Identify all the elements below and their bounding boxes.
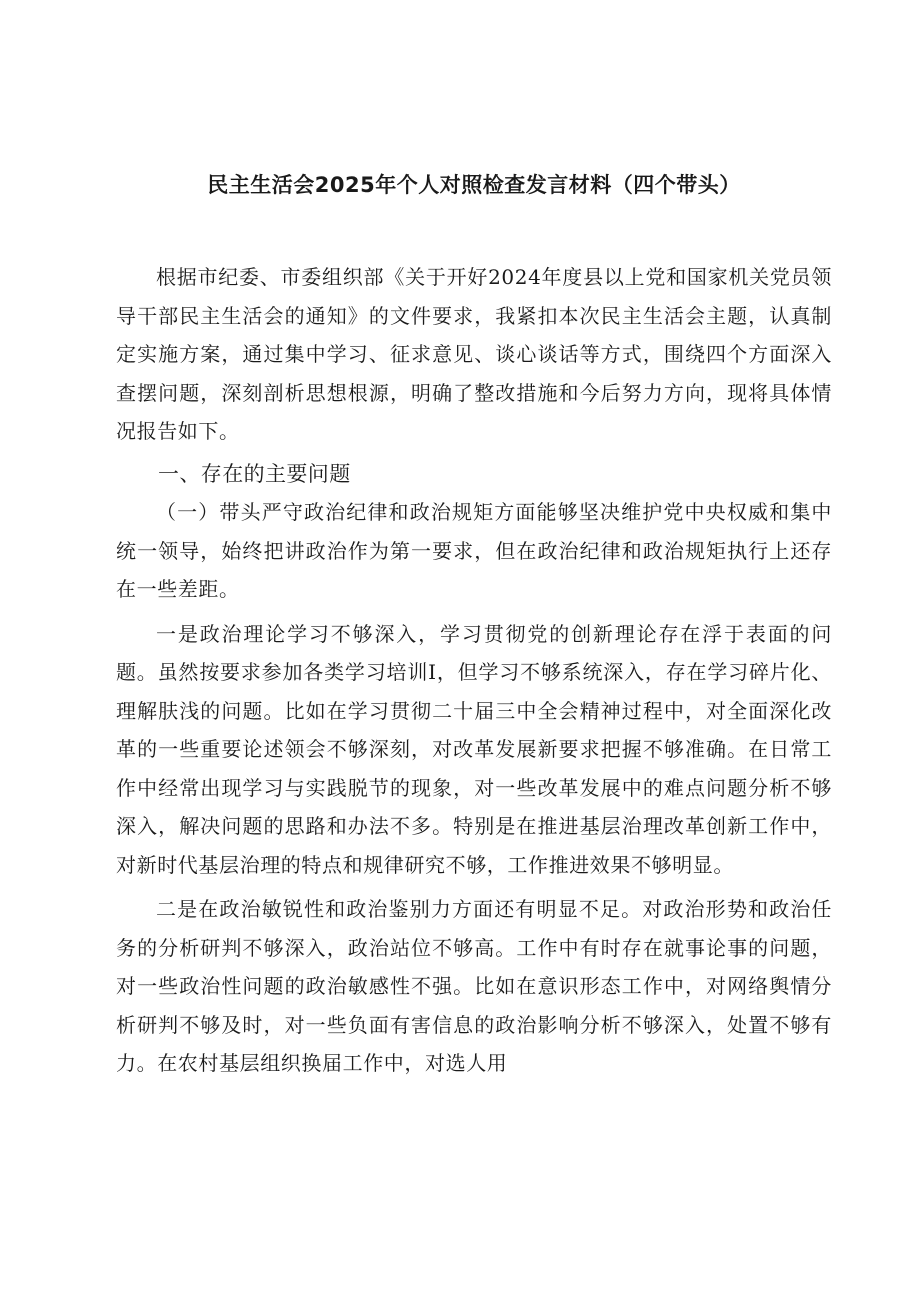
intro-paragraph: 根据市纪委、市委组织部《关于开好2024年度县以上党和国家机关党员领导干部民主生活会的通知》的文件要求，我紧扣本次民主生活会主题，认真制定实施方案，通过集中学习、征求意见、谈心谈话等方式，围绕四个方面深入查摆问题，深刻剖析思想根源，明确了整改措施和今后努力方向，现将具体情况报告如下。 xyxy=(116,265,832,443)
section-heading-problems: 一、存在的主要问题 xyxy=(158,461,351,486)
document-title: 民主生活会2025年个人对照检查发言材料（四个带头） xyxy=(207,173,741,197)
point-paragraph-2: 二是在政治敏锐性和政治鉴别力方面还有明显不足。对政治形势和政治任务的分析研判不够深入，政治站位不够高。工作中有时存在就事论事的问题，对一些政治性问题的政治敏感性不强。比如在意识形态工作中，对网络舆情分析研判不够及时，对一些负面有害信息的政治影响分析不够深入，处置不够有力。在农村基层组织换届工作中，对选人用 xyxy=(116,897,832,1075)
point-paragraph-1: 一是政治理论学习不够深入，学习贯彻党的创新理论存在浮于表面的问题。虽然按要求参加各类学习培训I，但学习不够系统深入，存在学习碎片化、理解肤浅的问题。比如在学习贯彻二十届三中全会精神过程中，对全面深化改革的一些重要论述领会不够深刻，对改革发展新要求把握不够准确。在日常工作中经常出现学习与实践脱节的现象，对一些改革发展中的难点问题分析不够深入，解决问题的思路和办法不多。特别是在推进基层治理改革创新工作中，对新时代基层治理的特点和规律研究不够，工作推进效果不够明显。 xyxy=(116,621,832,877)
document-page xyxy=(116,152,832,1083)
subsection-paragraph-1: （一）带头严守政治纪律和政治规矩方面能够坚决维护党中央权威和集中统一领导，始终把讲政治作为第一要求，但在政治纪律和政治规矩执行上还存在一些差距。 xyxy=(116,500,832,601)
